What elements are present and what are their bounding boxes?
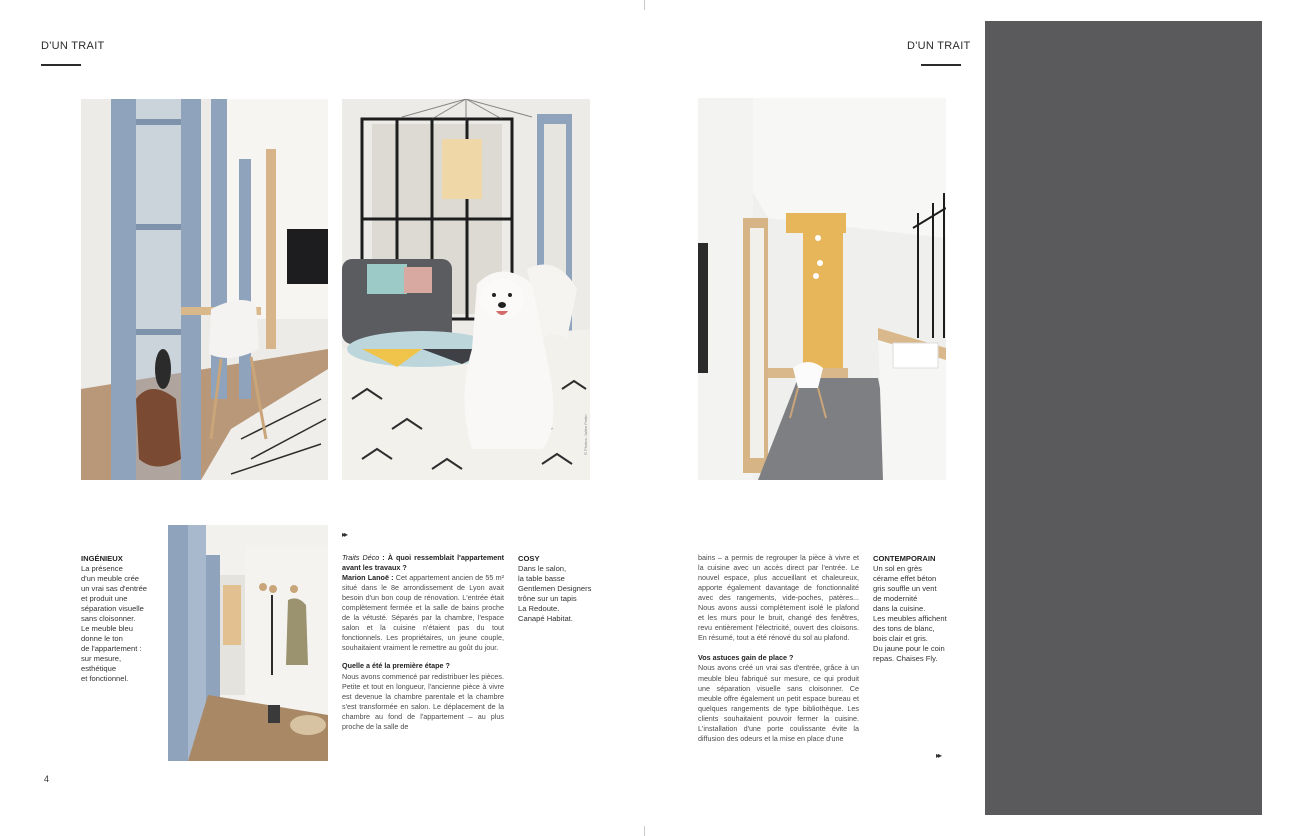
caption-line: Un sol en grès — [873, 564, 922, 573]
article-continue-arrow: ▸▸ — [936, 751, 941, 760]
magazine-name: Traits Déco — [342, 553, 380, 562]
question-3: Vos astuces gain de place ? — [698, 653, 794, 663]
caption-line: de modernité — [873, 594, 918, 603]
header-left-label: D'UN TRAIT — [41, 40, 105, 52]
caption-line: Les meubles affichent — [873, 614, 947, 623]
caption-line: cérame effet béton — [873, 574, 937, 583]
answer-1-text: Cet appartement ancien de 55 m² situé dans le 8e arrondissement de Lyon avait besoin d'un bon coup de rénovation. L'entrée était complètement fermée et la salle de bains proche de la vétusté. Séparés par la chambre, l'espace salon et la cuisine n'étaient pas du tout fonctionnels. Les propriétaires, un jeune couple, souhaitaient vraiment le remettre au goût du jour. — [342, 573, 504, 653]
caption-line: sans cloisonner. — [81, 614, 136, 623]
article-column-2 — [698, 553, 859, 744]
caption-contemporain-title: CONTEMPORAIN — [873, 554, 936, 563]
question-2: Quelle a été la première étape ? — [342, 661, 450, 671]
caption-line: bois clair et gris. — [873, 634, 928, 643]
answer-1 — [342, 573, 504, 653]
caption-line: et fonctionnel. — [81, 674, 129, 683]
interviewee-name: Marion Lanoë : — [342, 573, 394, 583]
caption-line: La Redoute. — [518, 604, 560, 613]
caption-ingenieux-title: INGÉNIEUX — [81, 554, 123, 563]
page-number: 4 — [44, 774, 50, 784]
question-1 — [342, 553, 504, 573]
center-tick-top — [644, 0, 645, 10]
center-tick-bottom — [644, 826, 645, 836]
photo-credit: © Photos: Julien Fertin — [583, 414, 588, 455]
caption-line: esthétique — [81, 664, 117, 673]
caption-line: trône sur un tapis — [518, 594, 577, 603]
caption-cosy — [518, 554, 608, 624]
caption-line: Gentlemen Designers — [518, 584, 592, 593]
question-1-text: : À quoi ressemblait l'appartement avant les travaux ? — [342, 553, 505, 573]
kitchen-photo — [698, 98, 946, 480]
caption-contemporain — [873, 554, 968, 664]
caption-line: de l'appartement : — [81, 644, 142, 653]
caption-line: des tons de blanc, — [873, 624, 935, 633]
caption-line: dans la cuisine. — [873, 604, 926, 613]
caption-line: Le meuble bleu — [81, 624, 133, 633]
caption-line: donne le ton — [81, 634, 123, 643]
caption-line: la table basse — [518, 574, 565, 583]
caption-ingenieux — [81, 554, 166, 684]
caption-line: La présence — [81, 564, 123, 573]
caption-line: un vrai sas d'entrée — [81, 584, 148, 593]
header-right-rule — [921, 64, 961, 66]
adjacent-page-panel — [985, 21, 1262, 815]
caption-line: repas. Chaises Fly. — [873, 654, 938, 663]
header-right-label: D'UN TRAIT — [907, 40, 971, 52]
header-left-rule — [41, 64, 81, 66]
living-room-dog-photo — [342, 99, 590, 480]
caption-line: Dans le salon, — [518, 564, 567, 573]
answer-2: Nous avons commencé par redistribuer les pièces. Petite et tout en longueur, l'ancienne pièce à vivre est devenue la chambre parentale et la chambre s'est transformée en salon. Le déplacement de la chambre au fond de l'appartement – au plus proche de la salle de — [342, 671, 504, 731]
column-2-paragraph: bains – a permis de regrouper la pièce à vivre et la cuisine avec un accès direct par l'entrée. Le nouvel espace, plus accueillant et chaleureux, apporte également davantage de fonctionnalité avec des rangements, vide-poches, patères... Nous avons aussi complètement isolé le plafond et les murs pour le bruit, changé des fenêtres, revu entièrement l'électricité, ouvert des cloisons. En résumé, tout a été rénové du sol au plafond. — [698, 553, 859, 643]
caption-line: gris souffle un vent — [873, 584, 937, 593]
caption-line: et produit une — [81, 594, 128, 603]
caption-line: séparation visuelle — [81, 604, 144, 613]
entrance-photo — [168, 525, 328, 761]
caption-cosy-title: COSY — [518, 554, 540, 563]
caption-line: Du jaune pour le coin — [873, 644, 945, 653]
caption-line: d'un meuble crée — [81, 574, 140, 583]
article-column-1 — [342, 553, 504, 732]
article-start-arrow: ▸▸ — [342, 530, 347, 539]
caption-line: Canapé Habitat. — [518, 614, 573, 623]
shelving-room-photo — [81, 99, 328, 480]
answer-3: Nous avons créé un vrai sas d'entrée, grâce à un meuble bleu fabriqué sur mesure, ce qui produit une séparation visuelle sans cloisonner. Ce meuble offre également un petit espace bureau et quelques rangements de type bibliothèque. Les clients souhaitaient pouvoir fermer la cuisine. L'installation d'une porte coulissante évite la diffusion des odeurs et la mise en place d'une — [698, 663, 859, 743]
caption-line: sur mesure, — [81, 654, 122, 663]
